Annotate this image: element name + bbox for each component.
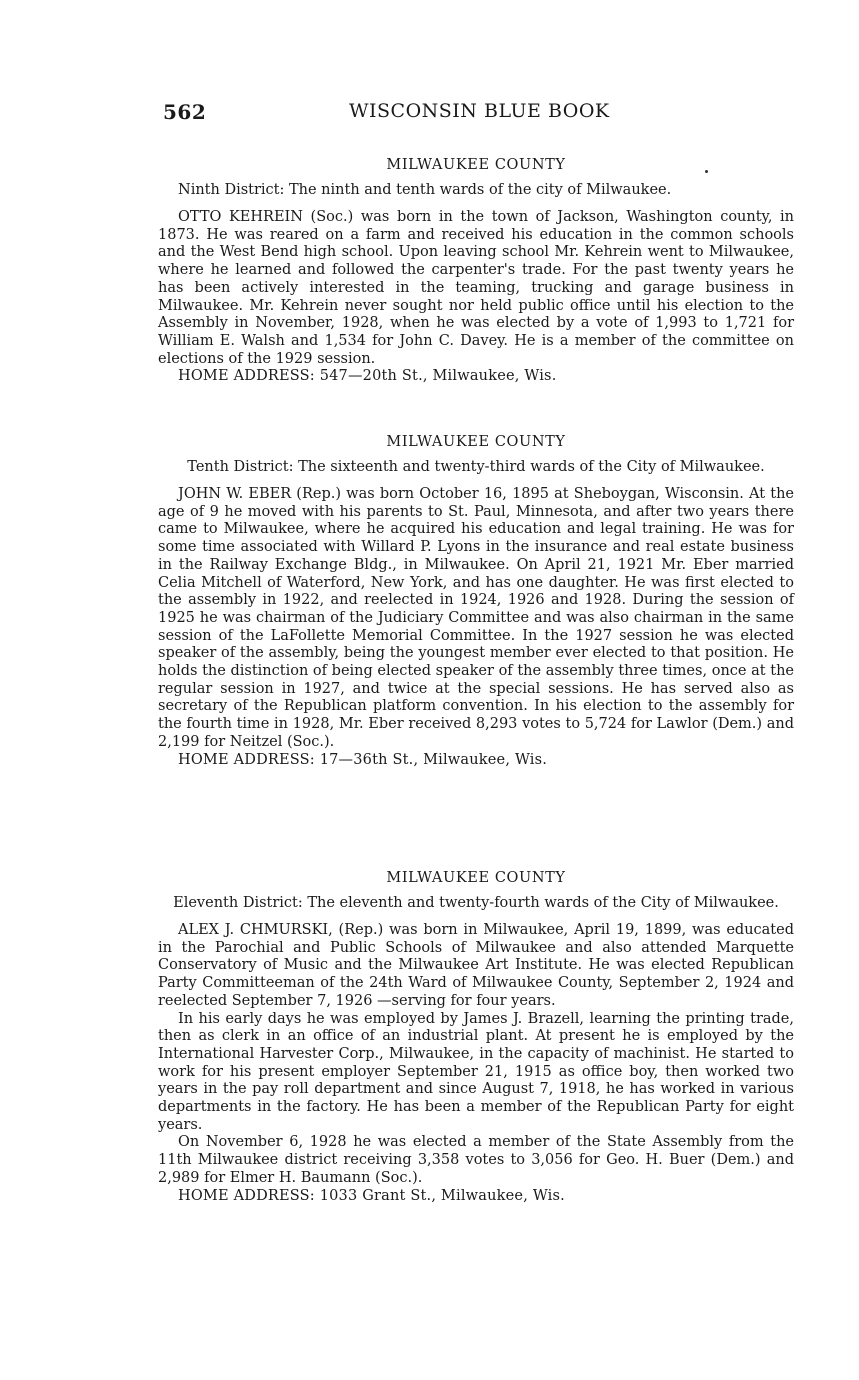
- district-line: Eleventh District: The eleventh and twenty-fourth wards of the City of Milwaukee.: [173, 895, 779, 911]
- district-line: Tenth District: The sixteenth and twenty-third wards of the City of Milwaukee.: [187, 459, 765, 475]
- biography-paragraph: On November 6, 1928 he was elected a member of the State Assembly from the 11th Milwaukee district receiving 3,358 votes to 3,056 for Geo. H. Buer (Dem.) and 2,989 for Elmer H. Baumann (Soc.).: [158, 1134, 794, 1186]
- county-heading: MILWAUKEE COUNTY: [386, 434, 566, 450]
- biography-paragraph: OTTO KEHREIN (Soc.) was born in the town of Jackson, Washington county, in 1873. He was reared on a farm and received his education in the common schools and the West Bend high school. Upon leaving school Mr. Kehrein went to Milwaukee, where he learned and followed the carpenter's trade. For the past twenty years he has been actively interested in the teaming, trucking and garage business in Milwaukee. Mr. Kehrein never sought nor held public office until his election to the Assembly in November, 1928, when he was elected by a vote of 1,993 to 1,721 for William E. Walsh and 1,534 for John C. Davey. He is a member of the committee on elections of the 1929 session.: [158, 209, 794, 367]
- book-title: WISCONSIN BLUE BOOK: [349, 100, 610, 122]
- biography-paragraph: ALEX J. CHMURSKI, (Rep.) was born in Milwaukee, April 19, 1899, was educated in the Parochial and Public Schools of Milwaukee and also attended Marquette Conservatory of Music and the Milwaukee Art Institute. He was elected Republican Party Committeeman of the 24th Ward of Milwaukee County, September 2, 1924 and reelected September 7, 1926 —serving for four years.: [158, 922, 794, 1009]
- district-section-tenth: [158, 434, 794, 769]
- district-line: Ninth District: The ninth and tenth wards of the city of Milwaukee.: [178, 182, 672, 198]
- district-section-ninth: [158, 157, 794, 386]
- home-address: HOME ADDRESS: 1033 Grant St., Milwaukee, Wis.: [178, 1187, 565, 1204]
- county-heading: MILWAUKEE COUNTY: [386, 870, 566, 886]
- home-address: HOME ADDRESS: 17—36th St., Milwaukee, Wis.: [178, 751, 548, 768]
- running-head: [163, 100, 623, 130]
- page-number: 562: [163, 100, 207, 124]
- district-section-eleventh: [158, 870, 794, 1205]
- home-address: HOME ADDRESS: 547—20th St., Milwaukee, Wis.: [178, 368, 557, 385]
- biography-paragraph: In his early days he was employed by James J. Brazell, learning the printing trade, then as clerk in an office of an industrial plant. At present he is employed by the International Harvester Corp., Milwaukee, in the capacity of machinist. He started to work for his present employer September 21, 1915 as office boy, then worked two years in the pay roll department and since August 7, 1918, he has worked in various departments in the factory. He has been a member of the Republican Party for eight years.: [158, 1010, 794, 1133]
- biography-paragraph: JOHN W. EBER (Rep.) was born October 16, 1895 at Sheboygan, Wisconsin. At the age of 9 he moved with his parents to St. Paul, Minnesota, and after two years there came to Milwaukee, where he acquired his education and legal training. He was for some time associated with Willard P. Lyons in the insurance and real estate business in the Railway Exchange Bldg., in Milwaukee. On April 21, 1921 Mr. Eber married Celia Mitchell of Waterford, New York, and has one daughter. He was first elected to the assembly in 1922, and reelected in 1924, 1926 and 1928. During the session of 1925 he was chairman of the Judiciary Committee and was also chairman in the same session of the LaFollette Memorial Committee. In the 1927 session he was elected speaker of the assembly, being the youngest member ever elected to that position. He holds the distinction of being elected speaker of the assembly three times, once at the regular session in 1927, and twice at the special sessions. He has served also as secretary of the Republican platform convention. In his election to the assembly for the fourth time in 1928, Mr. Eber received 8,293 votes to 5,724 for Lawlor (Dem.) and 2,199 for Neitzel (Soc.).: [158, 486, 794, 750]
- county-heading: MILWAUKEE COUNTY: [386, 157, 566, 173]
